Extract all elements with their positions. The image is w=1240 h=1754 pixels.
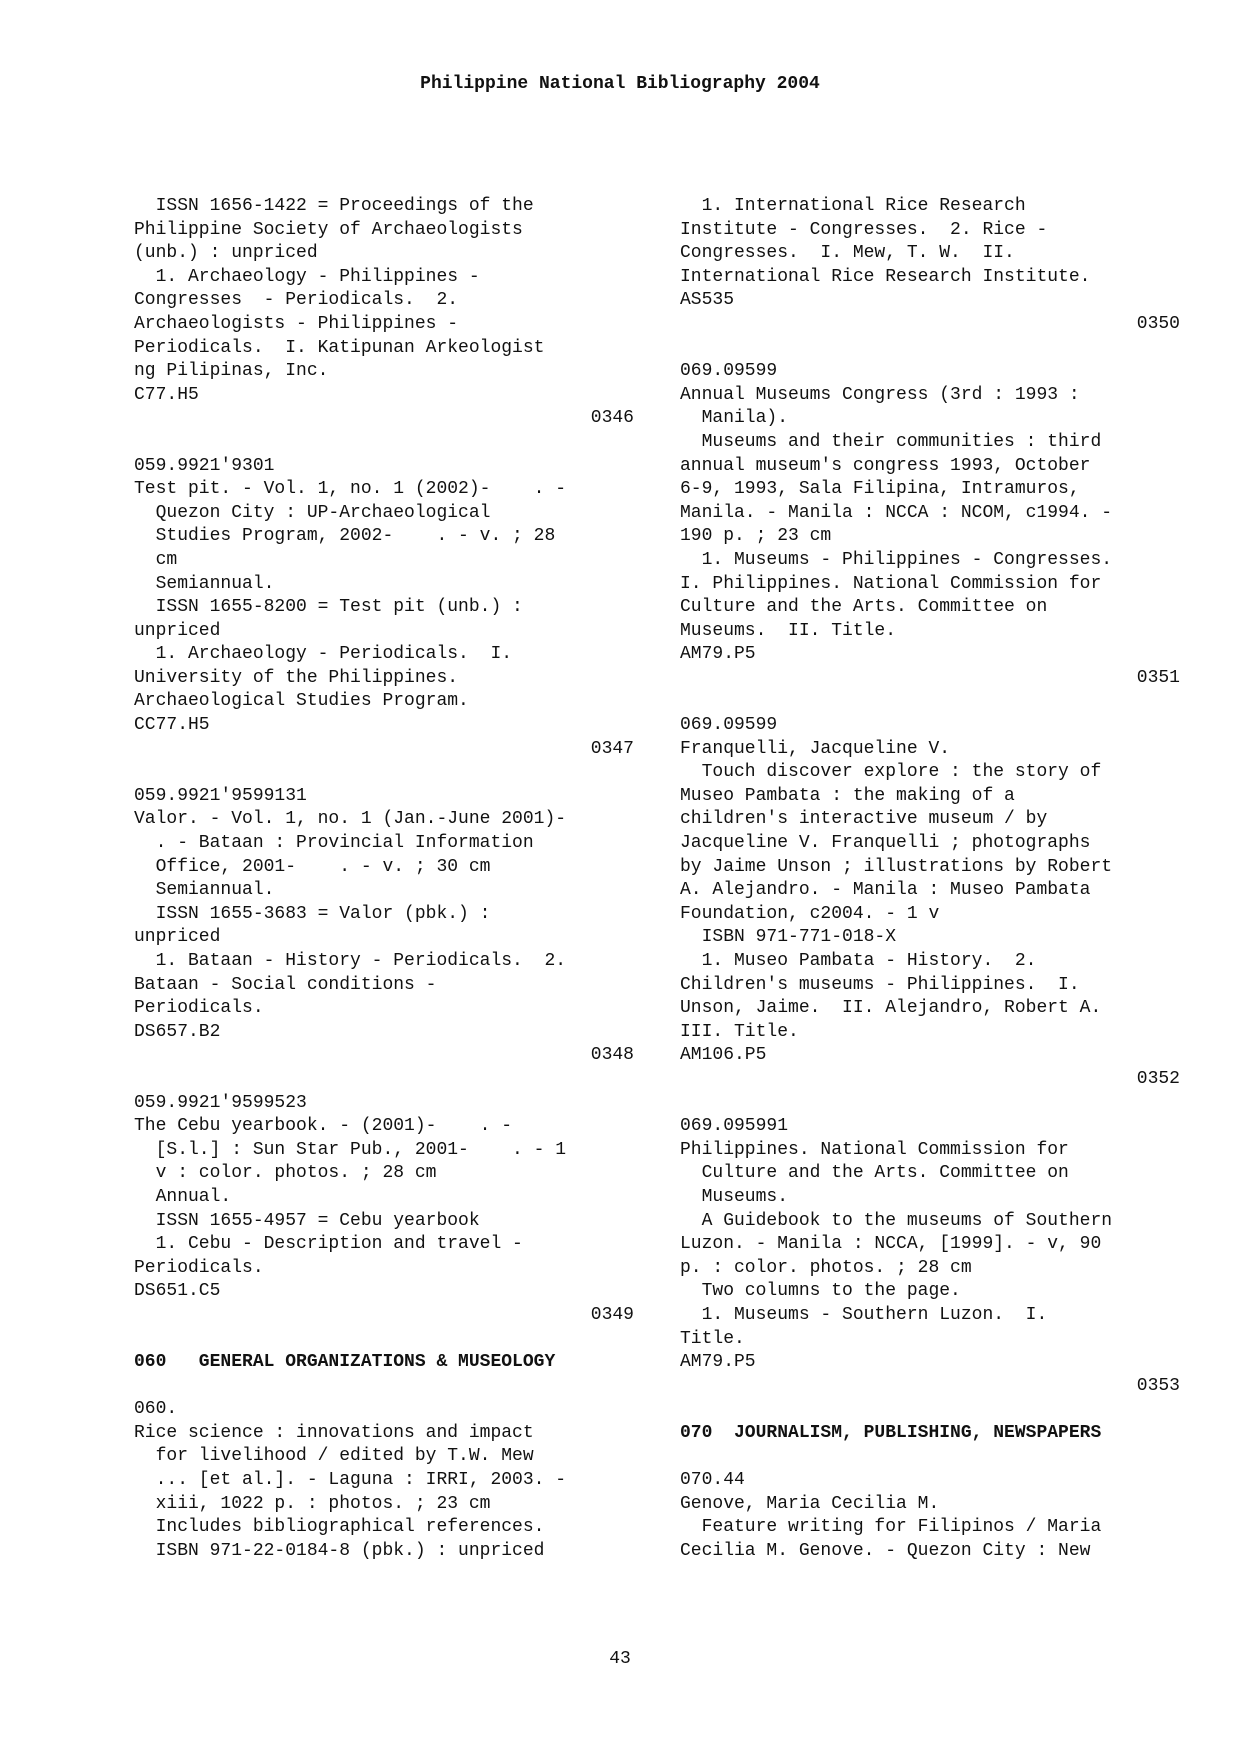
text-line: Studies Program, 2002- . - v. ; 28 (134, 526, 556, 547)
text-line: Rice science : innovations and impact (134, 1422, 534, 1443)
text-line: Periodicals. (134, 998, 264, 1019)
text-line: children's interactive museum / by (680, 809, 1048, 830)
text-line: annual museum's congress 1993, October (680, 455, 1091, 476)
text-line: 1. Museo Pambata - History. 2. (680, 951, 1037, 971)
text-line: The Cebu yearbook. - (2001)- . - (134, 1116, 513, 1137)
text-line: AS535 (680, 290, 735, 311)
text-line: 070.44 (680, 1470, 745, 1491)
spacer-line (680, 337, 1180, 361)
text-line: ng Pilipinas, Inc. (134, 361, 329, 382)
text-line: ISBN 971-771-018-X (680, 927, 897, 948)
text-line: AM79.P5 (680, 644, 756, 665)
text-line: Philippines. National Commission for (680, 1139, 1069, 1160)
text-line: Semiannual. (134, 880, 275, 901)
text-line: Valor. - Vol. 1, no. 1 (Jan.-June 2001)- (134, 809, 567, 830)
spacer-line (680, 1398, 1180, 1422)
text-line: I. Philippines. National Commission for (680, 573, 1102, 594)
text-line: Two columns to the page. (680, 1281, 961, 1302)
right-column (680, 195, 1180, 1563)
text-line: A. Alejandro. - Manila : Museo Pambata (680, 880, 1091, 901)
text-line: cm (134, 549, 178, 570)
text-line: by Jaime Unson ; illustrations by Robert (680, 856, 1113, 877)
text-line: 059.9921'9599523 (134, 1092, 307, 1113)
text-line: Manila). (680, 408, 789, 429)
text-line: Periodicals. I. Katipunan Arkeologist (134, 337, 545, 358)
text-line: Museums. (680, 1186, 789, 1207)
text-line: Luzon. - Manila : NCCA, [1999]. - v, 90 (680, 1234, 1102, 1255)
text-line: v : color. photos. ; 28 cm (134, 1163, 437, 1184)
text-line: Periodicals. (134, 1257, 264, 1278)
text-line: unpriced (134, 620, 221, 641)
text-line: Archaeological Studies Program. (134, 691, 469, 712)
text-line: A Guidebook to the museums of Southern (680, 1210, 1113, 1231)
text-line: Unson, Jaime. II. Alejandro, Robert A. (680, 998, 1102, 1019)
text-line: 1. International Rice Research (680, 196, 1026, 216)
text-line: 1. Museums - Southern Luzon. I. (680, 1304, 1048, 1325)
text-line: unpriced (134, 927, 221, 948)
text-line: ... [et al.]. - Laguna : IRRI, 2003. - (134, 1470, 567, 1491)
text-line: Philippine Society of Archaeologists (134, 219, 523, 240)
spacer-line (680, 1092, 1180, 1116)
text-line: Institute - Congresses. 2. Rice - (680, 219, 1048, 240)
text-line: Museums and their communities : third (680, 431, 1102, 452)
spacer-line (134, 1068, 634, 1092)
text-line: AM106.P5 (680, 1045, 767, 1066)
text-line: ISSN 1655-3683 = Valor (pbk.) : (134, 903, 491, 924)
spacer-line (134, 431, 634, 455)
page-title: Philippine National Bibliography 2004 (420, 74, 820, 94)
text-line: 190 p. ; 23 cm (680, 526, 832, 547)
text-line: DS657.B2 (134, 1021, 221, 1042)
text-line: p. : color. photos. ; 28 cm (680, 1257, 972, 1278)
spacer-line (134, 1328, 634, 1352)
text-line: Cecilia M. Genove. - Quezon City : New (680, 1540, 1091, 1561)
text-line: Museums. II. Title. (680, 620, 897, 641)
text-line: ISBN 971-22-0184-8 (pbk.) : unpriced (134, 1540, 545, 1561)
text-line: 069.09599 (680, 715, 778, 736)
entry-number: 0347 (590, 738, 634, 759)
text-line: Includes bibliographical references. (134, 1517, 545, 1538)
entry-number: 0348 (590, 1045, 634, 1066)
text-line: 059.9921'9599131 (134, 785, 307, 806)
text-line: Quezon City : UP-Archaeological (134, 502, 491, 523)
text-line: Culture and the Arts. Committee on (680, 597, 1048, 618)
section-heading: 070 JOURNALISM, PUBLISHING, NEWSPAPERS (680, 1422, 1102, 1443)
text-line: ISSN 1655-8200 = Test pit (unb.) : (134, 597, 523, 618)
text-line: III. Title. (680, 1021, 799, 1042)
text-line: Semiannual. (134, 573, 275, 594)
text-line: . - Bataan : Provincial Information (134, 833, 534, 854)
text-line: AM79.P5 (680, 1352, 756, 1373)
text-line: ISSN 1656-1422 = Proceedings of the (134, 196, 534, 216)
text-line: Culture and the Arts. Committee on (680, 1163, 1069, 1184)
text-line: Touch discover explore : the story of (680, 762, 1102, 783)
text-line: for livelihood / edited by T.W. Mew (134, 1446, 534, 1467)
text-line: Feature writing for Filipinos / Maria (680, 1517, 1102, 1538)
text-line: Annual. (134, 1186, 232, 1207)
text-line: CC77.H5 (134, 715, 210, 736)
text-line: Title. (680, 1328, 745, 1349)
text-line: Bataan - Social conditions - (134, 974, 437, 995)
entry-number: 0351 (1136, 667, 1180, 688)
text-line: Franquelli, Jacqueline V. (680, 738, 951, 759)
section-heading: 060 GENERAL ORGANIZATIONS & MUSEOLOGY (134, 1352, 556, 1373)
text-line: Test pit. - Vol. 1, no. 1 (2002)- . - (134, 479, 567, 500)
text-line: xiii, 1022 p. : photos. ; 23 cm (134, 1493, 491, 1514)
text-line: 069.09599 (680, 361, 778, 382)
text-line: 1. Bataan - History - Periodicals. 2. (134, 951, 567, 971)
entry-number: 0349 (590, 1304, 634, 1325)
text-line: (unb.) : unpriced (134, 243, 318, 264)
text-line: 6-9, 1993, Sala Filipina, Intramuros, (680, 479, 1080, 500)
text-line: 1. Cebu - Description and travel - (134, 1234, 523, 1255)
text-line: Congresses - Periodicals. 2. (134, 290, 459, 311)
spacer-line (134, 761, 634, 785)
text-line: DS651.C5 (134, 1281, 221, 1302)
text-line: Office, 2001- . - v. ; 30 cm (134, 856, 491, 877)
text-line: Genove, Maria Cecilia M. (680, 1493, 940, 1514)
entry-number: 0346 (590, 408, 634, 429)
text-line: Foundation, c2004. - 1 v (680, 903, 940, 924)
entry-number: 0352 (1136, 1068, 1180, 1089)
spacer-line (134, 1375, 634, 1399)
text-line: C77.H5 (134, 384, 199, 405)
text-line: 060. (134, 1399, 178, 1420)
text-line: Jacqueline V. Franquelli ; photographs (680, 833, 1091, 854)
page-number: 43 (609, 1649, 631, 1669)
text-line: ISSN 1655-4957 = Cebu yearbook (134, 1210, 480, 1231)
entry-number: 0350 (1136, 313, 1180, 334)
text-line: 1. Archaeology - Periodicals. I. (134, 644, 513, 665)
spacer-line (680, 690, 1180, 714)
text-line: Museo Pambata : the making of a (680, 785, 1015, 806)
entry-number: 0353 (1136, 1375, 1180, 1396)
text-line: [S.l.] : Sun Star Pub., 2001- . - 1 (134, 1139, 567, 1160)
spacer-line (680, 1445, 1180, 1469)
text-line: Annual Museums Congress (3rd : 1993 : (680, 384, 1080, 405)
left-column (134, 195, 634, 1563)
text-line: International Rice Research Institute. (680, 266, 1091, 287)
text-line: 059.9921'9301 (134, 455, 275, 476)
text-line: University of the Philippines. (134, 667, 459, 688)
text-line: 1. Archaeology - Philippines - (134, 266, 480, 287)
text-line: Children's museums - Philippines. I. (680, 974, 1080, 995)
text-line: 069.095991 (680, 1116, 789, 1137)
text-line: 1. Museums - Philippines - Congresses. (680, 549, 1113, 570)
text-line: Congresses. I. Mew, T. W. II. (680, 243, 1015, 264)
text-line: Archaeologists - Philippines - (134, 313, 459, 334)
text-line: Manila. - Manila : NCCA : NCOM, c1994. - (680, 502, 1113, 523)
